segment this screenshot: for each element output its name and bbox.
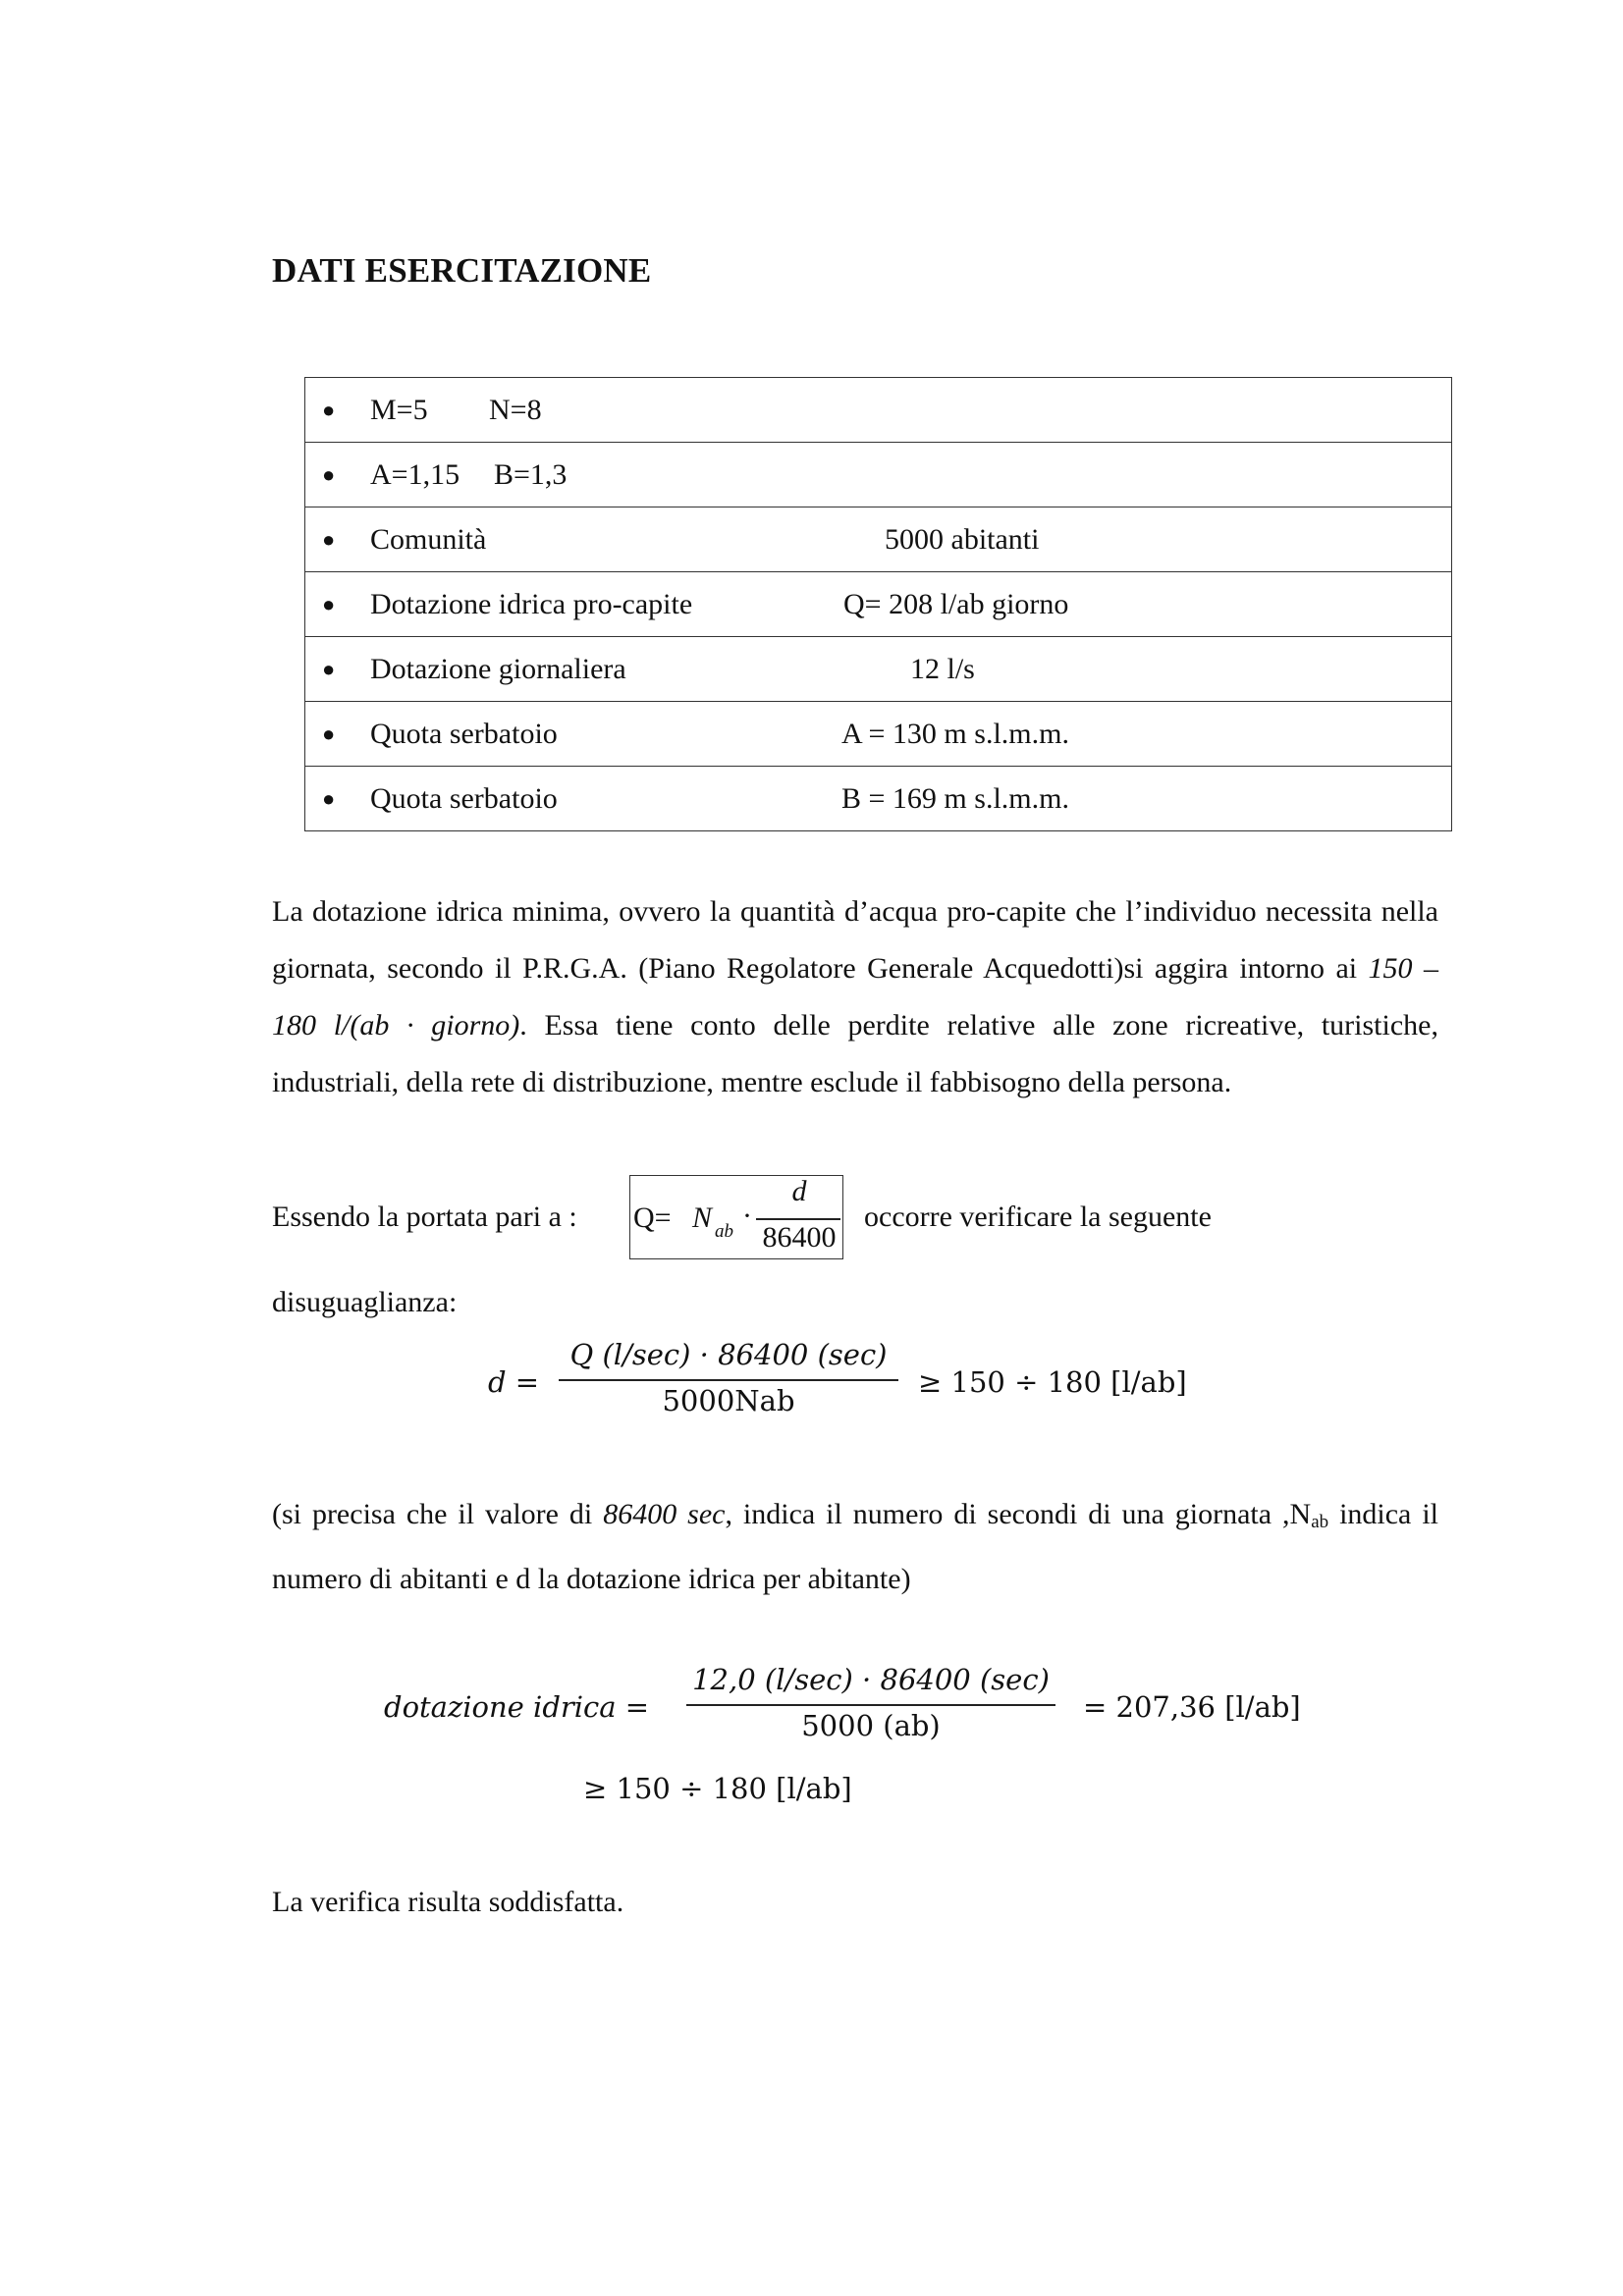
formula-d-numerator: Q (l/sec) · 86400 (sec)	[569, 1338, 888, 1371]
fraction-bar	[756, 1218, 840, 1220]
table-row	[305, 507, 1452, 572]
formula-dotazione-line2: ≥ 150 ÷ 180 [l/ab]	[583, 1772, 852, 1805]
data-table	[304, 377, 1452, 831]
row-label: Dotazione idrica pro-capite	[370, 587, 693, 620]
row-value: B=1,3	[494, 457, 568, 491]
table-row	[305, 767, 1452, 831]
row-label: M=5	[370, 393, 428, 426]
table-row	[305, 443, 1452, 507]
formula-d-lhs: d =	[488, 1365, 540, 1399]
formula-dotazione-denominator: 5000 (ab)	[801, 1709, 941, 1742]
row-label: Quota serbatoio	[370, 717, 558, 750]
row-value: B = 169 m s.l.m.m.	[841, 781, 1069, 815]
formula-d-rhs: ≥ 150 ÷ 180 [l/ab]	[918, 1365, 1187, 1399]
table-row	[305, 378, 1452, 443]
row-label: Comunità	[370, 522, 487, 556]
bullet-icon: ●	[322, 397, 336, 422]
bullet-icon: ●	[322, 461, 336, 487]
note-paragraph: (si precisa che il valore di 86400 sec, indica il numero di secondi di una giornata $,N_{ab}$ indica il numero di abitanti e d la dotazione idrica per abitante)	[272, 1498, 1438, 1595]
conclusion-text: La verifica risulta soddisfatta.	[272, 1886, 624, 1918]
row-label: A=1,15	[370, 457, 460, 491]
bullet-icon: ●	[322, 785, 336, 811]
formula-dotazione-rhs: = 207,36 [l/ab]	[1083, 1690, 1301, 1724]
portata-text-after: occorre verificare la seguente	[864, 1201, 1212, 1233]
bullet-icon: ●	[322, 656, 336, 681]
row-value: N=8	[489, 393, 542, 426]
row-label: Quota serbatoio	[370, 781, 558, 815]
intro-paragraph: La dotazione idrica minima, ovvero la quantità d’acqua pro-capite che l’individuo necessita nella giornata, secondo il P.R.G.A. (Piano Regolatore Generale Acquedotti)si aggira intorno ai 150 – 180 l/(ab · giorno). Essa tiene conto delle perdite relative alle zone ricreative, turistiche, industriali, della rete di distribuzione, mentre esclude il fabbisogno della persona.	[272, 895, 1438, 1098]
table-row	[305, 637, 1452, 702]
table-row	[305, 572, 1452, 637]
bullet-icon: ●	[322, 721, 336, 746]
row-value: 12 l/s	[910, 652, 975, 685]
page-title: DATI ESERCITAZIONE	[272, 251, 652, 290]
fraction-bar	[559, 1379, 898, 1381]
portata-text: Essendo la portata pari a :	[272, 1201, 577, 1233]
table-row	[305, 702, 1452, 767]
portata-formula-box: Q= N ab · d 86400	[629, 1175, 843, 1259]
fraction-bar	[686, 1704, 1055, 1706]
row-value: A = 130 m s.l.m.m.	[841, 717, 1069, 750]
formula-dotazione-numerator: 12,0 (l/sec) · 86400 (sec)	[692, 1663, 1050, 1696]
row-label: Dotazione giornaliera	[370, 652, 626, 685]
row-value: Q= 208 l/ab giorno	[843, 587, 1069, 620]
bullet-icon: ●	[322, 591, 336, 616]
disuguaglianza-label: disuguaglianza:	[272, 1286, 458, 1318]
bullet-icon: ●	[322, 526, 336, 552]
formula-d-denominator: 5000Nab	[662, 1384, 795, 1417]
row-value: 5000 abitanti	[885, 522, 1040, 556]
formula-dotazione-lhs: dotazione idrica =	[384, 1690, 650, 1724]
